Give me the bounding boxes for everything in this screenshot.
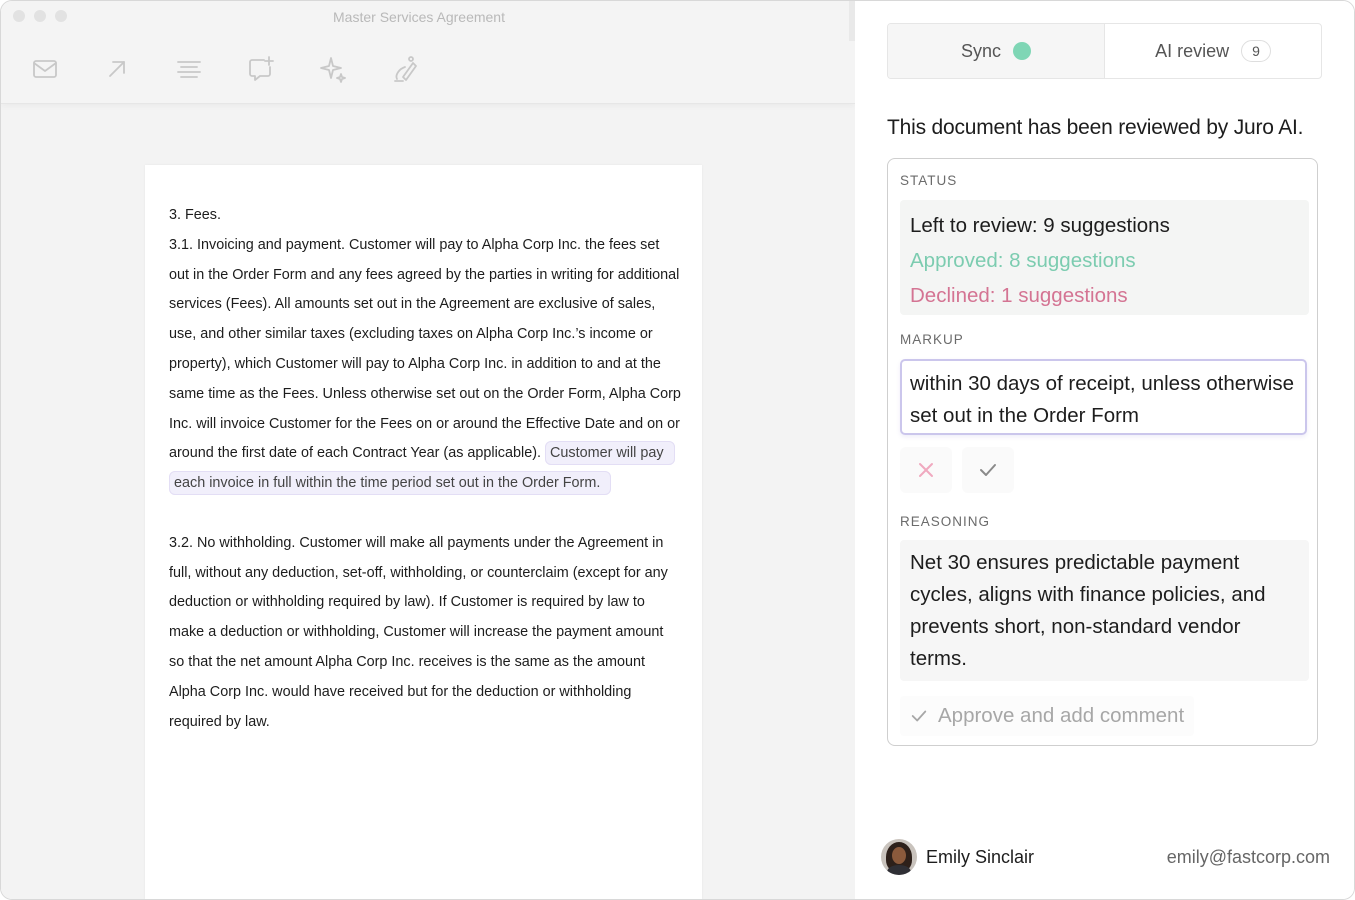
close-icon [916,460,936,480]
mail-icon [31,55,59,83]
tab-ai-review-label: AI review [1155,40,1230,61]
reasoning-text: Net 30 ensures predictable payment cycles, aligns with finance policies, and prevents short, non-standard vendor terms. [900,540,1309,681]
review-title: This document has been reviewed by Juro AI. [887,116,1304,139]
panel-tabs [887,23,1322,79]
clause-3-2: 3.2. No withholding. Customer will make all payments under the Agreement in full, without any deduction, set-off, withholding, or counterclaim (except for any deduction or withholding required by law). If Customer is required by law to make a deduction or withholding, Customer will increase the payment amount so that the net amount Alpha Corp Inc. receives is the same as the amount Alpha Corp Inc. would have received but for the deduction or withholding required by law. [169,534,668,730]
suggestion-card [887,158,1318,746]
check-icon [978,460,998,480]
add-comment-icon [247,55,275,83]
approve-button[interactable] [962,447,1014,493]
approved-count: Approved: 8 suggestions [910,249,1136,272]
suggestion-actions [900,447,1014,493]
document-title: Master Services Agreement [333,9,505,25]
sign-button[interactable] [389,53,421,85]
left-to-review-count: Left to review: 9 suggestions [910,214,1170,237]
toolbar [29,53,421,85]
declined-count: Declined: 1 suggestions [910,284,1128,307]
align-text-button[interactable] [173,53,205,85]
section-heading: 3. Fees. [169,207,221,223]
approve-and-comment-button[interactable] [900,696,1194,736]
markup-text[interactable]: within 30 days of receipt, unless otherwise set out in the Order Form [900,359,1307,435]
sign-pen-icon [391,55,419,83]
avatar[interactable] [881,839,917,875]
tab-ai-review[interactable] [1105,24,1321,78]
user-info [881,838,1330,876]
clause-3-1 [169,231,682,499]
review-panel [855,1,1355,900]
tab-sync-label: Sync [960,40,1002,61]
reasoning-label: REASONING [900,514,991,529]
clause-3-1-text: 3.1. Invoicing and payment. Customer will pay to Alpha Corp Inc. the fees set out in the Order Form and any fees agreed by the parties in writing for additional services (Fees). All amounts set out in the Agreement are exclusive of sales, use, and other similar taxes (excluding taxes on Alpha Corp Inc.’s income or property), which Customer will pay to Alpha Corp Inc. in addition to and at the same time as the Fees. Unless otherwise set out on the Order Form, Alpha Corp Inc. will invoice Customer for the Fees on or around the Effective Date and on or around the first date of each Contract Year (as applicable). [169,236,681,462]
markup-label: MARKUP [900,332,964,347]
document-page [145,165,702,900]
share-arrow-icon [103,55,131,83]
status-summary [900,200,1309,315]
highlighted-suggestion[interactable]: Customer will pay each invoice in full within the time period set out in the Order Form. [169,441,675,495]
mail-button[interactable] [29,53,61,85]
tab-sync[interactable] [888,24,1105,78]
approve-and-comment-label: Approve and add comment [938,704,1185,727]
share-button[interactable] [101,53,133,85]
align-text-icon [175,55,203,83]
titlebar [1,1,855,104]
add-comment-button[interactable] [245,53,277,85]
suggestion-count-badge: 9 [1241,40,1271,62]
document-editor [1,1,855,900]
status-label: STATUS [900,173,958,188]
check-icon [910,707,928,725]
user-email: emily@fastcorp.com [1166,846,1330,867]
ai-assist-button[interactable] [317,53,349,85]
sparkle-icon [319,55,347,83]
sync-status-dot [1013,42,1031,60]
decline-button[interactable] [900,447,952,493]
user-name: Emily Sinclair [926,846,1035,867]
